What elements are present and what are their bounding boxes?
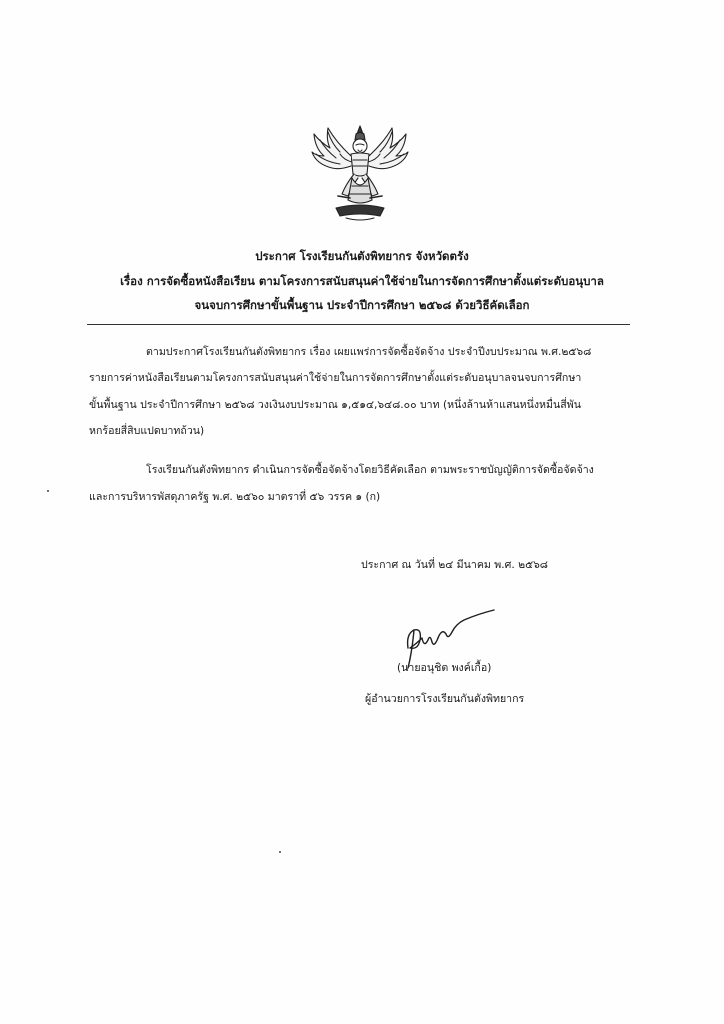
paragraph-1-line-2: รายการค่าหนังสือเรียนตามโครงการสนับสนุนค่าใช้จ่ายในการจัดการศึกษาตั้งแต่ระดับอนุบาลจนจบการศึกษา	[89, 372, 582, 384]
paragraph-1-line-3: ขั้นพื้นฐาน ประจำปีการศึกษา ๒๕๖๘ วงเงินงบประมาณ ๑,๕๑๔,๖๔๘.๐๐ บาท (หนึ่งล้านห้าแสนหนึ่งหมื่นสี่พัน	[89, 399, 581, 411]
scan-speck	[47, 490, 49, 492]
paragraph-1-line-4: หกร้อยสี่สิบแปดบาทถ้วน)	[89, 425, 205, 437]
announcement-title: ประกาศ โรงเรียนกันตังพิทยากร จังหวัดตรัง	[255, 249, 469, 263]
heading-divider	[87, 324, 630, 325]
announcement-date: ประกาศ ณ วันที่ ๒๔ มีนาคม พ.ศ. ๒๕๖๘	[361, 559, 548, 571]
scan-speck	[279, 851, 281, 853]
signatory-name: (นายอนุชิต พงค์เกื้อ)	[397, 662, 492, 674]
paragraph-2-line-1: โรงเรียนกันตังพิทยากร ดำเนินการจัดซื้อจัดจ้างโดยวิธีคัดเลือก ตามพระราชบัญญัติการจัดซื้อจัดจ้าง	[146, 464, 594, 476]
paragraph-1-line-1: ตามประกาศโรงเรียนกันตังพิทยากร เรื่อง เผยแพร่การจัดซื้อจัดจ้าง ประจำปีงบประมาณ พ.ศ.๒๕๖๘	[146, 346, 592, 358]
signatory-position: ผู้อำนวยการโรงเรียนกันตังพิทยากร	[365, 693, 525, 705]
paragraph-2-line-2: และการบริหารพัสดุภาครัฐ พ.ศ. ๒๕๖๐ มาตราที่ ๕๖ วรรค ๑ (ก)	[89, 491, 381, 503]
announcement-subject-line-1: เรื่อง การจัดซื้อหนังสือเรียน ตามโครงการสนับสนุนค่าใช้จ่ายในการจัดการศึกษาตั้งแต่ระดับอนุบาล	[120, 274, 604, 288]
announcement-subject-line-2: จนจบการศึกษาขั้นพื้นฐาน ประจำปีการศึกษา ๒๕๖๘ ด้วยวิธีคัดเลือก	[194, 298, 530, 312]
garuda-emblem-icon	[306, 122, 414, 224]
